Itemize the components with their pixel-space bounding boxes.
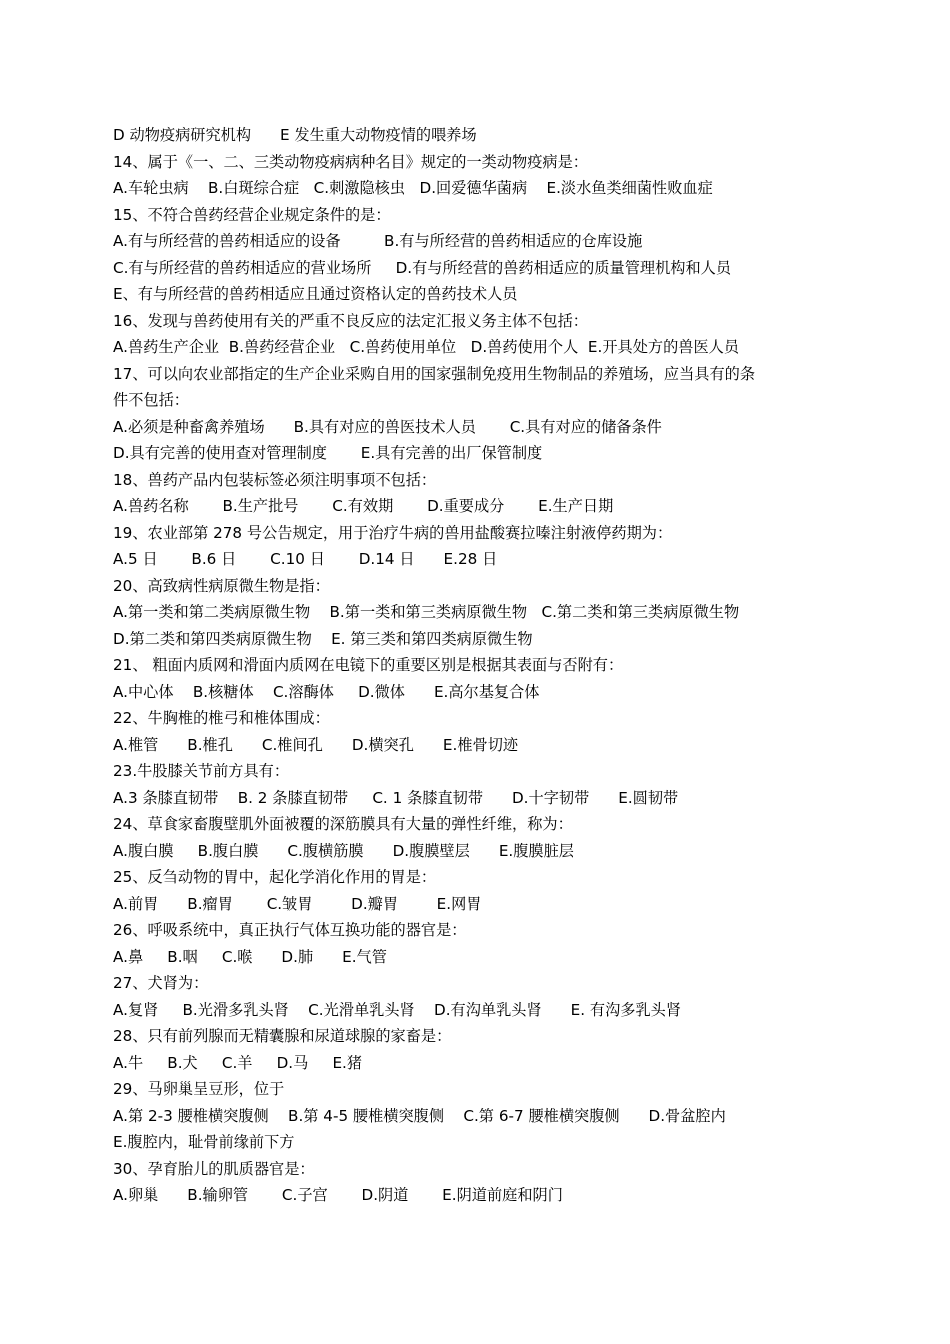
question-22: 22、牛胸椎的椎弓和椎体围成： [113, 709, 330, 727]
question-15-options: A.有与所经营的兽药相适应的设备 B.有与所经营的兽药相适应的仓库设施 [113, 232, 643, 250]
question-16: 16、发现与兽药使用有关的严重不良反应的法定汇报义务主体不包括： [113, 311, 588, 330]
question-17-options: D.具有完善的使用查对管理制度 E.具有完善的出厂保管制度 [113, 444, 543, 462]
question-21: 21、 粗面内质网和滑面内质网在电镜下的重要区别是根据其表面与否附有： [113, 656, 624, 674]
question-25: 25、反刍动物的胃中，起化学消化作用的胃是： [113, 868, 437, 886]
question-30-options: A.卵巢 B.输卵管 C.子宫 D.阴道 E.阴道前庭和阴门 [113, 1186, 563, 1204]
question-18-options: A.兽药名称 B.生产批号 C.有效期 D.重要成分 E.生产日期 [113, 497, 614, 515]
question-30: 30、孕育胎儿的肌质器官是： [113, 1159, 315, 1178]
question-29-options: A.第 2-3 腰椎横突腹侧 B.第 4-5 腰椎横突腹侧 C.第 6-7 腰椎横突腹侧 D.骨盆腔内 [113, 1106, 726, 1125]
question-20-options: A.第一类和第二类病原微生物 B.第一类和第三类病原微生物 C.第二类和第三类病原微生物 [113, 603, 740, 621]
question-20-options: D.第二类和第四类病原微生物 E. 第三类和第四类病原微生物 [113, 629, 533, 648]
question-26-options: A.鼻 B.咽 C.喉 D.肺 E.气管 [113, 947, 387, 966]
question-26: 26、呼吸系统中，真正执行气体互换功能的器官是： [113, 921, 467, 939]
question-20: 20、高致病性病原微生物是指： [113, 576, 330, 595]
question-22-options: A.椎管 B.椎孔 C.椎间孔 D.横突孔 E.椎骨切迹 [113, 735, 519, 754]
question-28: 28、只有前列腺而无精囊腺和尿道球腺的家畜是： [113, 1027, 452, 1045]
question-23: 23.牛股膝关节前方具有： [113, 762, 290, 780]
document-body [113, 122, 843, 1209]
question-14-options: A.车轮虫病 B.白斑综合症 C.刺激隐核虫 D.回爱德华菌病 E.淡水鱼类细菌性败血症 [113, 179, 713, 197]
question-18: 18、兽药产品内包装标签必须注明事项不包括： [113, 470, 437, 489]
question-24: 24、草食家畜腹壁肌外面被覆的深筋膜具有大量的弹性纤维，称为： [113, 815, 573, 833]
question-17: 件不包括： [113, 391, 189, 409]
question-15-options: E、有与所经营的兽药相适应且通过资格认定的兽药技术人员 [113, 285, 518, 303]
question-14: 14、属于《一、二、三类动物疫病病种名目》规定的一类动物疫病是： [113, 152, 588, 171]
question-15: 15、不符合兽药经营企业规定条件的是： [113, 205, 391, 224]
question-29: 29、马卵巢呈豆形，位于 [113, 1080, 285, 1098]
question-23-options: A.3 条膝直韧带 B. 2 条膝直韧带 C. 1 条膝直韧带 D.十字韧带 E.圆韧带 [113, 788, 679, 807]
question-15-options: C.有与所经营的兽药相适应的营业场所 D.有与所经营的兽药相适应的质量管理机构和人员 [113, 258, 732, 277]
question-24-options: A.腹白膜 B.腹白膜 C.腹横筋膜 D.腹膜壁层 E.腹膜脏层 [113, 841, 574, 860]
question-19-options: A.5 日 B.6 日 C.10 日 D.14 日 E.28 日 [113, 550, 498, 568]
question-27: 27、犬肾为： [113, 974, 209, 992]
question-25-options: A.前胃 B.瘤胃 C.皱胃 D.瓣胃 E.网胃 [113, 894, 482, 913]
question-28-options: A.牛 B.犬 C.羊 D.马 E.猪 [113, 1053, 363, 1072]
question-17: 17、可以向农业部指定的生产企业采购自用的国家强制免疫用生物制品的养殖场，应当具有的条 [113, 364, 756, 383]
question-21-options: A.中心体 B.核糖体 C.溶酶体 D.微体 E.高尔基复合体 [113, 682, 540, 701]
question-17-options: A.必须是种畜禽养殖场 B.具有对应的兽医技术人员 C.具有对应的储备条件 [113, 417, 662, 436]
text-line: D 动物疫病研究机构 E 发生重大动物疫情的喂养场 [113, 126, 477, 144]
question-27-options: A.复肾 B.光滑多乳头肾 C.光滑单乳头肾 D.有沟单乳头肾 E. 有沟多乳头肾 [113, 1000, 682, 1019]
question-19: 19、农业部第 278 号公告规定，用于治疗牛病的兽用盐酸赛拉嗪注射液停药期为： [113, 523, 673, 542]
question-16-options: A.兽药生产企业 B.兽药经营企业 C.兽药使用单位 D.兽药使用个人 E.开具处方的兽医人员 [113, 338, 740, 356]
question-29-options: E.腹腔内，耻骨前缘前下方 [113, 1133, 295, 1151]
